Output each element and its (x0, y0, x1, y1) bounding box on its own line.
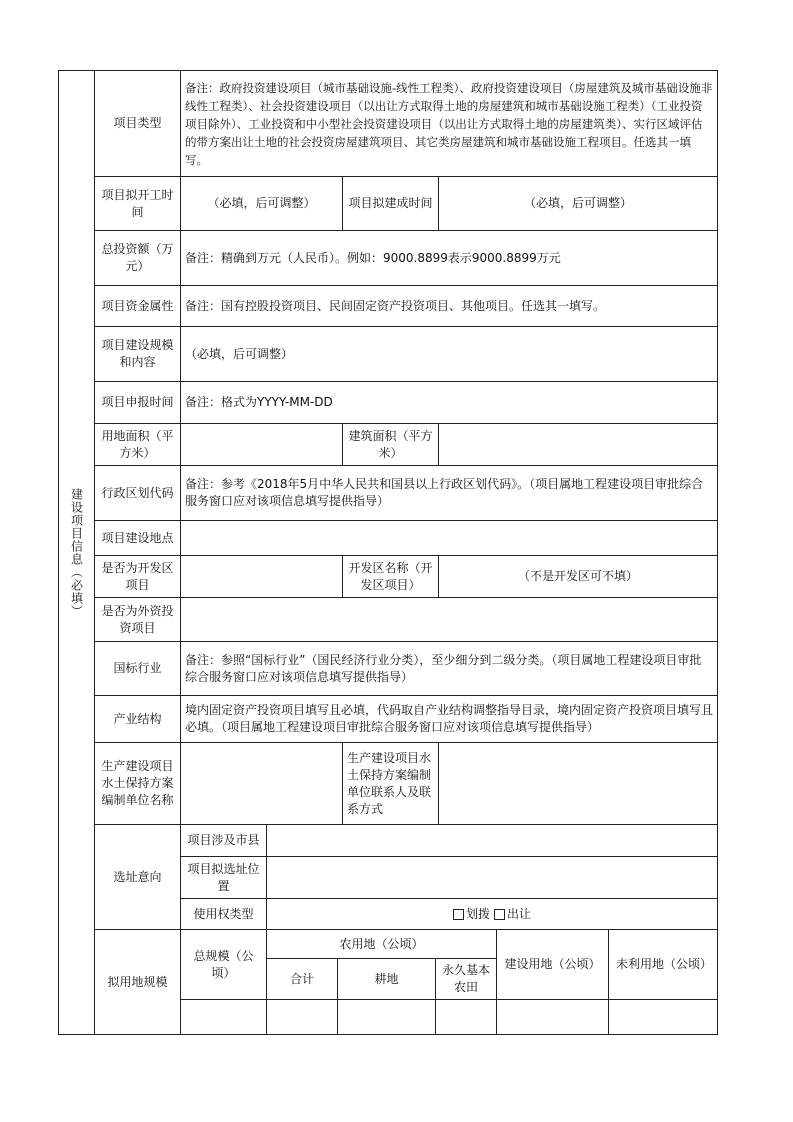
complete-time-label: 项目拟建成时间 (348, 196, 433, 210)
allocation-checkbox[interactable] (453, 909, 464, 920)
division-code-label: 行政区划代码 (101, 485, 174, 500)
soil-unit-label: 生产建设项目水土保持方案编制单位名称 (101, 759, 174, 807)
construct-header: 建设用地（公顷） (504, 957, 601, 971)
industry-note: 备注：参照“国标行业”（国民经济行业分类），至少细分到二级分类。（项目属地工程建设项目审批综合服务窗口应对该项信息填写提供指导） (185, 652, 702, 684)
soil-contact-value-cell[interactable] (438, 742, 718, 825)
land-area-value-cell[interactable] (180, 423, 343, 466)
scale-label: 项目建设规模和内容 (101, 338, 174, 369)
transfer-checkbox[interactable] (494, 909, 505, 920)
right-type-label: 使用权类型 (193, 906, 254, 921)
fund-attr-note: 备注：国有控股投资项目、民间固定资产投资项目、其他项目。任选其一填写。 (185, 298, 606, 313)
soil-unit-value-cell[interactable] (180, 742, 343, 825)
unused-value-cell[interactable] (608, 999, 718, 1035)
agri-header: 农用地（公顷） (339, 936, 424, 951)
allocation-label: 划拨 (465, 906, 490, 921)
scale-value: （必填，后可调整） (185, 346, 294, 361)
apply-time-label: 项目申报时间 (101, 395, 174, 409)
complete-time-value: （必填，后可调整） (523, 196, 632, 210)
start-time-label: 项目拟开工时间 (101, 187, 174, 219)
site-position-label: 项目拟选址位置 (187, 861, 260, 893)
division-code-note: 备注：参考《2018年5月中华人民共和国县以上行政区划代码》。（项目属地工程建设项目审批综合服务窗口应对该项信息填写提供指导） (185, 477, 704, 508)
industry-label: 国标行业 (113, 661, 162, 675)
industry-structure-label: 产业结构 (113, 711, 162, 726)
foreign-label: 是否为外资投资项目 (101, 603, 174, 635)
build-area-value-cell[interactable] (438, 423, 718, 466)
foreign-value-cell[interactable] (180, 597, 718, 642)
project-type-note: 备注：政府投资建设项目（城市基础设施-线性工程类）、政府投资建设项目（房屋建筑及城市基础设施非线性工程类）、社会投资建设项目（以出让方式取得土地的房屋建筑和城市基础设施工程类）（工业投资项目除外）、工业投资和中小型社会投资建设项目（以出让方式取得土地的房屋建筑类）、实行区域评估的带方案出让土地的社会投资房屋建筑项目、其它类房屋建筑和城市基础设施工程项目。任选其一填写。 (185, 80, 713, 167)
start-time-value: （必填，后可调整） (207, 196, 316, 210)
site-label: 选址意向 (113, 869, 162, 884)
investment-label: 总投资额（万元） (101, 242, 174, 273)
basic-farm-value-cell[interactable] (435, 999, 497, 1035)
basic-farm-header: 永久基本农田 (441, 963, 490, 994)
dev-zone-name-value: （不是开发区可不填） (517, 569, 638, 583)
total-scale-value-cell[interactable] (180, 999, 267, 1035)
site-county-label: 项目涉及市县 (187, 833, 260, 847)
soil-contact-label: 生产建设项目水土保持方案编制单位联系人及联系方式 (347, 750, 432, 816)
land-area-label: 用地面积（平方米） (101, 428, 174, 460)
fund-attr-label: 项目资金属性 (101, 298, 174, 313)
apply-time-note: 备注：格式为YYYY-MM-DD (185, 395, 333, 409)
build-area-label: 建筑面积（平方米） (348, 428, 433, 460)
dev-zone-value-cell[interactable] (180, 555, 343, 598)
project-type-label: 项目类型 (113, 116, 162, 130)
site-county-value-cell[interactable] (266, 824, 718, 857)
location-label: 项目建设地点 (101, 530, 174, 545)
right-type-options (266, 898, 718, 930)
section-label: 建设项目信息（必填） (69, 487, 84, 618)
investment-note: 备注：精确到万元（人民币）。例如：9000.8899表示9000.8899万元 (185, 250, 561, 265)
unused-header: 未利用地（公顷） (616, 957, 713, 971)
farm-header: 耕地 (374, 971, 399, 986)
site-position-value-cell[interactable] (266, 856, 718, 899)
location-value-cell[interactable] (180, 520, 718, 556)
farm-value-cell[interactable] (337, 999, 436, 1035)
total-scale-header: 总规模（公顷） (193, 948, 254, 980)
land-scale-label: 拟用地规模 (107, 974, 168, 989)
transfer-label: 出让 (507, 906, 532, 921)
dev-zone-label: 是否为开发区项目 (101, 560, 174, 592)
agri-sum-header: 合计 (289, 971, 314, 986)
construct-value-cell[interactable] (496, 999, 609, 1035)
dev-zone-name-label: 开发区名称（开发区项目） (348, 560, 433, 592)
agri-sum-value-cell[interactable] (266, 999, 338, 1035)
industry-structure-note: 境内固定资产投资项目填写且必填，代码取自产业结构调整指导目录，境内固定资产投资项目填写且必填。（项目属地工程建设项目审批综合服务窗口应对该项信息填写提供指导） (185, 703, 714, 734)
